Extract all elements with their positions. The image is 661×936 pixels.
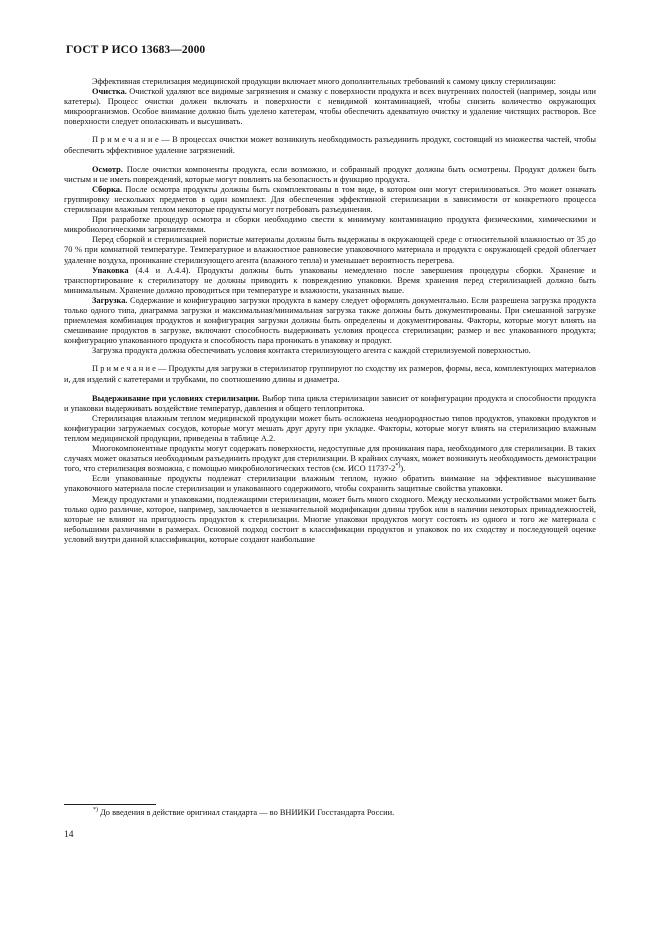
loading-contact-paragraph: Загрузка продукта должна обеспечивать условия контакта стерилизующего агента с каждой стерилизуемой поверхностью.: [92, 346, 531, 356]
note-1-label: П р и м е ч а н и е: [92, 135, 159, 145]
cleaning-paragraph: [64, 87, 596, 127]
intro-paragraph: Эффективная стерилизация медицинской продукции включает много дополнительных требований к самому циклу стерилизации:: [92, 77, 556, 86]
inspection-text: После очистки компоненты продукта, если возможно, и собранный продукт должны быть осмотрены. Продукт должен быть чистым и не иметь повреждений, которые могут повлиять на безопасность и функцию продукта.: [64, 164, 596, 184]
contamination-paragraph: При разработке процедур осмотра и сборки необходимо свести к минимуму контаминацию продукта физическими, химическими и микробиологическими загрязнителями.: [64, 215, 596, 235]
packaging-text: (4.4 и А.4.4). Продукты должны быть упакованы немедленно после завершения процедуры сборки. Хранение и транспортирование к стерилизатору не должны приводить к повреждению упаковки. Время хранения перед стерилизацией должно быть минимальным. Хранение должно проводиться при температуре и влажности, указанных выше.: [64, 265, 596, 295]
footnote-mark: *): [93, 807, 98, 814]
note-2-text: — Продукты для загрузки в стерилизатор группируют по сходству их размеров, формы, веса, комплектующих материалов и, для изделий с катетерами и трубками, по соотношению длины и диаметра.: [64, 364, 596, 384]
packaging-heading: Упаковка: [92, 265, 129, 275]
cleaning-heading: Очистка.: [92, 87, 127, 97]
loading-paragraph: [64, 296, 596, 346]
inspection-heading: Осмотр.: [92, 164, 123, 174]
heterogeneity-paragraph: Стерилизация влажным теплом медицинской продукции может быть осложнена неоднородностью типов продуктов, упаковки продуктов и конфигурации загружаемых сосудов, которые могут мешать друг другу при укладке. Факторы, которые могут влиять на стерилизацию влажным теплом медицинской продукции, приведены в таблице А.2.: [64, 413, 596, 443]
footnote-text: До введения в действие оригинал стандарта — во ВНИИКИ Госстандарта России.: [98, 808, 395, 817]
exposure-heading: Выдерживание при условиях стерилизации.: [92, 393, 260, 403]
note-1: [64, 135, 596, 155]
cleaning-text: Очисткой удаляют все видимые загрязнения и смазку с поверхности продукта и всех внутренних полостей (например, зонды или катетеры). Процесс очистки должен включать и поверхности с невидимой контаминацией, чтобы снизить количество окружающих микроорганизмов. Особое внимание должно быть уделено катетерам, чтобы обеспечить адекватную очистку и удаление чистящих растворов. Все поверхности следует ополаскивать и высушивать.: [64, 87, 596, 127]
conditioning-paragraph: Перед сборкой и стерилизацией пористые материалы должны быть выдержаны в окружающей среде с относительной влажностью от 35 до 70 % при комнатной температуре. Температурное и влажностное равновесие упаковочного материала и продукта с окружающей средой облегчает удаление воздуха, проникание стерилизующего агента (влажного тепла) и уменьшает вероятность перегрева.: [64, 235, 596, 265]
multicomponent-paragraph: [64, 444, 596, 474]
note-2: [64, 364, 596, 384]
body-text: [64, 77, 596, 545]
assembly-heading: Сборка.: [92, 184, 123, 194]
note-1-text: — В процессах очистки может возникнуть необходимость разъединить продукт, состоящий из множества частей, чтобы обеспечить эффективное удаление загрязнений.: [64, 135, 596, 155]
page-number: 14: [64, 830, 74, 840]
packaging-paragraph: [64, 266, 596, 296]
drying-paragraph: Если упакованные продукты подлежат стерилизации влажным теплом, нужно обратить внимание на эффективное высушивание упаковочного материала после стерилизации и упакованного содержимого, чтобы сохранить защитные свойства упаковки.: [64, 474, 596, 494]
footnote-ref: *): [395, 463, 401, 470]
footnote-divider: [64, 804, 156, 805]
loading-text: Содержание и конфигурацию загрузки продукта в камеру следует оформлять документально. Если разрешена загрузка продукта только одного типа, диаграмма загрузки и максимальная/минимальная загрузка также должны быть документированы. При смешанной загрузке приемлемая комбинация продуктов и конфигурация загрузки должны быть определены и документированы. Факторы, которые могут влиять на смешивание продуктов в загрузке, включают способность выдерживать условия процесса стерилизации; размер и вес упакованного продукта; конфигурацию упакованного продукта и способность пара проникать в упаковку и продукт.: [64, 295, 596, 346]
note-2-label: П р и м е ч а н и е: [92, 364, 156, 374]
inspection-paragraph: [64, 165, 596, 185]
loading-heading: Загрузка.: [92, 295, 128, 305]
assembly-text: После осмотра продукты должны быть скомплектованы в том виде, в котором они могут стерилизоваться. Это может означать группировку нескольких предметов в один комплект. Для обеспечения эффективной стерилизации в зависимости от конкретного процесса стерилизации влажным теплом некоторые продукты могут потребовать разъединения.: [64, 184, 596, 215]
assembly-paragraph: [64, 185, 596, 215]
multicomponent-text: Многокомпонентные продукты могут содержать поверхности, недоступные для проникания пара, необходимого для стерилизации. В таких случаях может оказаться необходимым разъединить продукт для стерилизации. В крайних случаях, может возникнуть необходимость демонстрации того, что стерилизация возможна, с помощью микробиологических тестов (см. ИСО 11737-2: [64, 444, 596, 474]
exposure-text: Выбор типа цикла стерилизации зависит от конфигурации продукта и способности продукта и упаковки выдерживать воздействие температур, давления и общего теплопритока.: [64, 393, 596, 413]
footnote: [93, 808, 394, 818]
similarity-paragraph: Между продуктами и упаковками, подлежащими стерилизации, может быть много сходного. Между несколькими устройствами может быть только одно различие, которое, например, заключается в незначительной модификации длины трубок или в наличии некоторых принадлежностей, которые не влияют на пригодность продуктов к стерилизации. Многие упаковки продуктов могут состоять из одного и того же материала с небольшими различиями в размерах. Основной подход состоит в классификации продуктов и упаковок по их сходству и последующей оценке условий внутри данной классификации, которые создают наибольшие: [64, 494, 596, 544]
multicomponent-end: ).: [400, 464, 406, 474]
standard-title: ГОСТ Р ИСО 13683—2000: [66, 44, 206, 56]
exposure-paragraph: [64, 394, 596, 414]
